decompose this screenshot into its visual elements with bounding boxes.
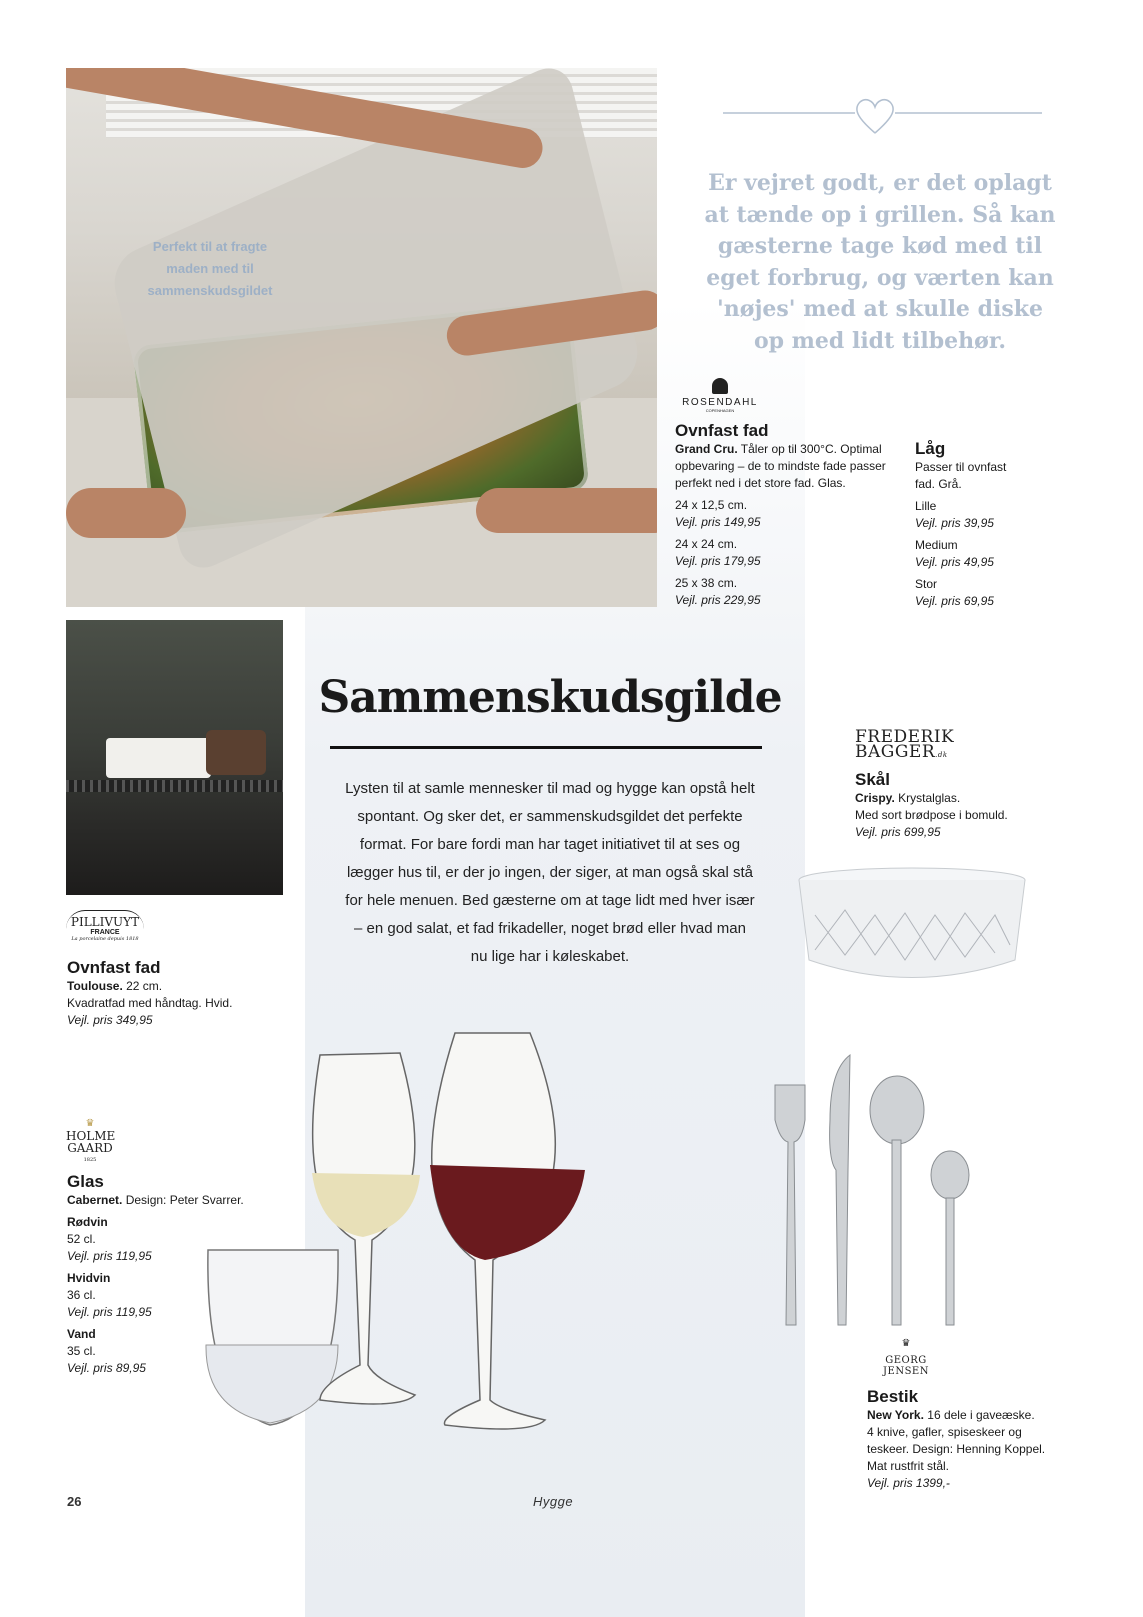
holmegaard-logo: ♛ HOLME GAARD 1825 — [66, 1118, 116, 1163]
description: 16 dele i gaveæske. — [927, 1408, 1035, 1422]
size: 36 cl. — [67, 1288, 96, 1302]
model: Cabernet. — [67, 1193, 123, 1207]
product-title: Ovnfast fad — [675, 421, 769, 440]
hand — [66, 488, 186, 538]
variant-name: Hvidvin — [67, 1271, 111, 1285]
product-title: Ovnfast fad — [67, 958, 161, 977]
price: Vejl. pris 49,95 — [915, 555, 994, 569]
wine-glasses-image — [200, 1025, 600, 1445]
size: Lille — [915, 499, 937, 513]
description: Kvadratfad med håndtag. Hvid. — [67, 996, 233, 1010]
product-rosendahl — [675, 421, 900, 609]
heart-divider-icon — [720, 95, 1045, 135]
model: Toulouse. — [67, 979, 123, 993]
price: Vejl. pris 179,95 — [675, 554, 761, 568]
intro-text: Lysten til at samle mennesker til mad og hygge kan opstå helt spontant. Og sker det, er sammenskudsgildet det perfekte format. For bare fordi man har taget initiativet til at ses og lægger hus til, er der jo ingen, der siger, at man også skal stå for hele menuen. Bed gæsterne om at tage lidt med hver især – en god salat, et fad frikadeller, noget brød eller hvad man nu lige har i køleskabet. — [345, 780, 755, 965]
price: Vejl. pris 89,95 — [67, 1361, 146, 1375]
rosendahl-logo: ROSENDAHL COPENHAGEN — [675, 378, 765, 413]
page-number: 26 — [67, 1494, 82, 1509]
product-title: Låg — [915, 439, 946, 458]
price: Vejl. pris 69,95 — [915, 594, 994, 608]
size: Stor — [915, 577, 938, 591]
price: Vejl. pris 149,95 — [675, 515, 761, 529]
variant-name: Rødvin — [67, 1215, 108, 1229]
frederik-bagger-logo: FREDERIK BAGGER.dk — [855, 727, 955, 762]
product-lid — [915, 439, 1025, 610]
cutlery-image — [770, 1050, 980, 1330]
size: 52 cl. — [67, 1232, 96, 1246]
pillivuyt-logo: PILLIVUYT FRANCE La porcelaine depuis 1818 — [66, 910, 144, 942]
description: 22 cm. — [126, 979, 163, 993]
price: Vejl. pris 699,95 — [855, 825, 941, 839]
section-name: Hygge — [533, 1494, 574, 1509]
product-frederik-bagger — [855, 770, 1055, 841]
model: Crispy. — [855, 791, 895, 805]
photo-note: Perfekt til at fragte maden med til sammenskudsgildet — [147, 239, 273, 298]
price: Vejl. pris 229,95 — [675, 593, 761, 607]
price: Vejl. pris 119,95 — [67, 1305, 152, 1319]
size: 25 x 38 cm. — [675, 576, 738, 590]
product-title: Glas — [67, 1172, 104, 1191]
product-title: Bestik — [867, 1387, 919, 1406]
price: Vejl. pris 1399,- — [867, 1476, 950, 1490]
size: 24 x 24 cm. — [675, 537, 738, 551]
model: New York. — [867, 1408, 924, 1422]
price: Vejl. pris 349,95 — [67, 1013, 153, 1027]
crown-icon: ♛ — [901, 1338, 911, 1349]
size: 24 x 12,5 cm. — [675, 498, 748, 512]
georg-jensen-logo: ♛ GEORG JENSEN — [862, 1338, 950, 1377]
crystal-bowl-image — [795, 865, 1030, 990]
page-title: Sammenskudsgilde — [318, 672, 782, 723]
crown-icon: ♛ — [85, 1118, 95, 1129]
size: Medium — [915, 538, 958, 552]
description: Tåler op til 300°C. Optimal opbevaring – de to mindste fade passer perfekt ned i det store fad. Glas. — [675, 442, 886, 490]
description: Krystalglas. — [898, 791, 961, 805]
description: Mat rustfrit stål. — [867, 1459, 950, 1473]
product-title: Skål — [855, 770, 890, 789]
size: 35 cl. — [67, 1344, 96, 1358]
description: Passer til ovnfast fad. Grå. — [915, 460, 1007, 491]
model: Grand Cru. — [675, 442, 738, 456]
grill-photo — [66, 620, 283, 895]
hero-photo-lasagna — [66, 68, 657, 607]
price: Vejl. pris 119,95 — [67, 1249, 152, 1263]
description: 4 knive, gafler, spiseskeer og teskeer. Design: Henning Koppel. — [867, 1425, 1046, 1456]
description: Med sort brødpose i bomuld. — [855, 808, 1008, 822]
title-rule — [330, 746, 762, 749]
hand — [476, 488, 657, 533]
pull-quote: Er vejret godt, er det oplagt at tænde op i grillen. Så kan gæsterne tage kød med til eget forbrug, og værten kan 'nøjes' med at skulle diske op med lidt tilbehør. — [704, 170, 1056, 354]
description: Design: Peter Svarrer. — [125, 1193, 244, 1207]
product-pillivuyt — [67, 958, 287, 1029]
price: Vejl. pris 39,95 — [915, 516, 994, 530]
product-georg-jensen — [867, 1387, 1067, 1492]
variant-name: Vand — [67, 1327, 96, 1341]
